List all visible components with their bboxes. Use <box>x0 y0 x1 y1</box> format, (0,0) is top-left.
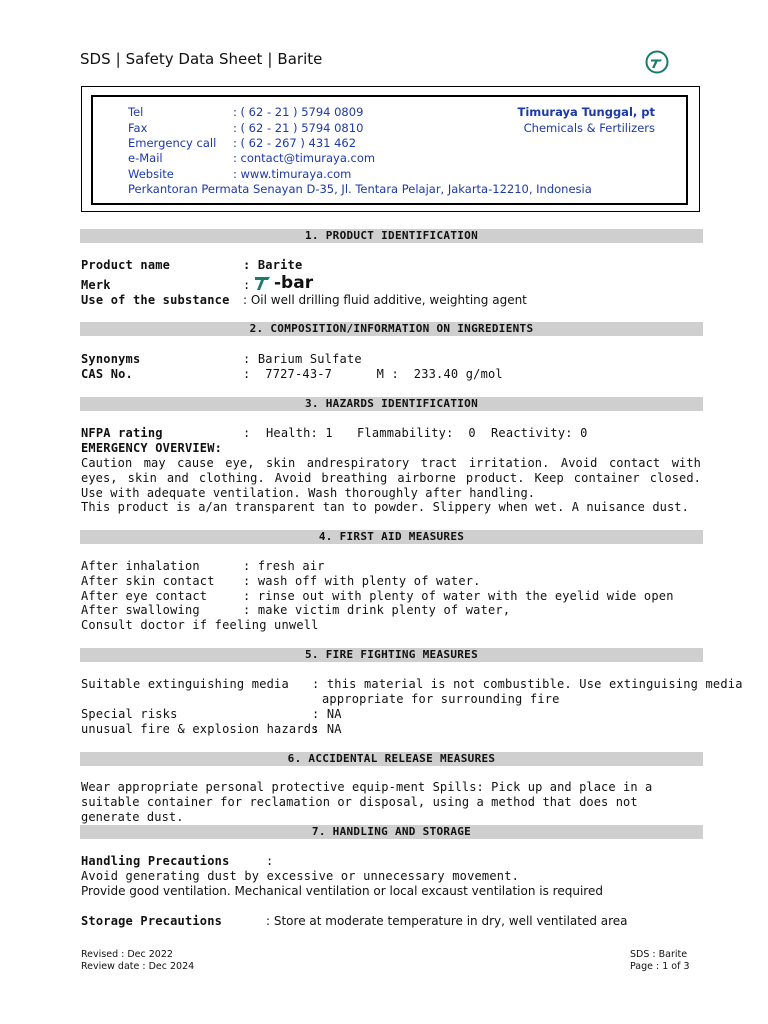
first-aid-row-eye <box>81 589 674 604</box>
field-label: After skin contact <box>81 574 215 588</box>
field-label: After swallowing <box>81 603 200 617</box>
contact-label: Fax <box>128 121 148 135</box>
special-risks-row <box>81 707 342 722</box>
company-name: Timuraya Tunggal, pt <box>517 105 655 119</box>
field-colon: : <box>243 278 251 292</box>
field-value: : NA <box>312 722 342 736</box>
field-value: : Barite <box>243 258 303 272</box>
handling-line-ventilation: Provide good ventilation. Mechanical ventilation or local excaust ventilation is required <box>81 884 603 898</box>
handling-precautions-row <box>81 854 274 869</box>
field-label: Synonyms <box>81 352 141 366</box>
first-aid-note: Consult doctor if feeling unwell <box>81 618 319 632</box>
contact-value: : contact@timuraya.com <box>233 151 376 165</box>
title-part-sds: SDS <box>80 50 111 68</box>
field-label: Special risks <box>81 707 178 721</box>
field-value: : Barium Sulfate <box>243 352 362 366</box>
synonyms-row <box>81 352 362 367</box>
field-label: Suitable extinguishing media <box>81 677 289 691</box>
unusual-hazards-row <box>81 722 342 737</box>
contact-row-emergency <box>128 136 356 151</box>
footer-sds-name: SDS : Barite <box>630 949 688 960</box>
field-label: Storage Precautions <box>81 914 223 928</box>
field-label: Use of the substance <box>81 293 230 307</box>
tbar-t-mark-icon <box>254 275 272 291</box>
emergency-overview-label: EMERGENCY OVERVIEW: <box>81 441 223 455</box>
product-name-row <box>81 258 303 273</box>
field-label: NFPA rating <box>81 426 163 440</box>
tbar-logo-text: -bar <box>274 273 314 293</box>
title-part-sheet: Safety Data Sheet <box>125 50 263 68</box>
nfpa-health: Health: 1 <box>266 426 333 440</box>
contact-label: Tel <box>128 105 144 119</box>
title-separator: | <box>267 50 273 68</box>
field-colon: : <box>243 426 251 440</box>
field-colon: : <box>266 854 274 868</box>
company-tagline: Chemicals & Fertilizers <box>523 121 655 135</box>
extinguishing-media-row <box>81 677 743 692</box>
field-label: Product name <box>81 258 171 272</box>
field-value: : make victim drink plenty of water, <box>243 603 511 617</box>
footer-page-info <box>630 949 696 973</box>
timuraya-t-logo-icon <box>645 50 669 74</box>
footer-revision-info <box>81 949 194 973</box>
extinguishing-media-continuation: appropriate for surrounding fire <box>322 692 560 706</box>
contact-label: Website <box>128 167 174 181</box>
field-value: : wash off with plenty of water. <box>243 574 481 588</box>
field-label: CAS No. <box>81 367 133 381</box>
contact-row-tel <box>128 105 363 120</box>
field-label: Handling Precautions <box>81 854 230 868</box>
use-of-substance-row <box>81 293 527 308</box>
company-address: Perkantoran Permata Senayan D-35, Jl. Tentara Pelajar, Jakarta-12210, Indonesia <box>128 182 592 196</box>
footer-review-date: Review date : Dec 2024 <box>81 961 195 972</box>
storage-precautions-row <box>81 914 628 929</box>
field-label: unusual fire & explosion hazards <box>81 722 319 736</box>
field-value: : this material is not combustible. Use extinguising media <box>312 677 743 691</box>
field-label: After inhalation <box>81 559 200 573</box>
field-value: : fresh air <box>243 559 325 573</box>
field-value: : NA <box>312 707 342 721</box>
contact-row-email <box>128 151 375 166</box>
contact-label: e-Mail <box>128 151 163 165</box>
footer-page-number: Page : 1 of 3 <box>630 961 690 972</box>
section-header-hazards: 3. HAZARDS IDENTIFICATION <box>80 397 703 411</box>
merk-row <box>81 278 251 293</box>
nfpa-flammability: Flammability: 0 <box>357 426 476 440</box>
title-separator: | <box>115 50 121 68</box>
first-aid-row-inhalation <box>81 559 325 574</box>
field-value: : 7727-43-7 M : 233.40 g/mol <box>243 367 503 381</box>
field-label: Merk <box>81 278 111 292</box>
contact-row-fax <box>128 121 363 136</box>
contact-row-website <box>128 167 351 182</box>
first-aid-row-swallowing <box>81 603 511 618</box>
product-description-note: This product is a/an transparent tan to powder. Slippery when wet. A nuisance dust. <box>81 500 689 514</box>
contact-label: Emergency call <box>128 136 217 150</box>
contact-value: : www.timuraya.com <box>233 167 352 181</box>
section-header-product-identification: 1. PRODUCT IDENTIFICATION <box>80 229 703 243</box>
section-header-accidental-release: 6. ACCIDENTAL RELEASE MEASURES <box>80 752 703 766</box>
contact-value: : ( 62 - 21 ) 5794 0810 <box>233 121 364 135</box>
title-part-product: Barite <box>277 50 323 68</box>
field-label: After eye contact <box>81 589 208 603</box>
field-value: : rinse out with plenty of water with the eyelid wide open <box>243 589 674 603</box>
field-value: : Oil well drilling fluid additive, weighting agent <box>243 293 527 307</box>
first-aid-row-skin <box>81 574 481 589</box>
field-value: : Store at moderate temperature in dry, well ventilated area <box>266 914 628 928</box>
nfpa-reactivity: Reactivity: 0 <box>491 426 588 440</box>
contact-value: : ( 62 - 267 ) 431 462 <box>233 136 357 150</box>
section-header-composition: 2. COMPOSITION/INFORMATION ON INGREDIENTS <box>80 322 703 336</box>
cas-row <box>81 367 503 382</box>
section-header-fire-fighting: 5. FIRE FIGHTING MEASURES <box>80 648 703 662</box>
section-header-handling-storage: 7. HANDLING AND STORAGE <box>80 825 703 839</box>
footer-revised: Revised : Dec 2022 <box>81 949 173 960</box>
section-header-first-aid: 4. FIRST AID MEASURES <box>80 530 703 544</box>
emergency-overview-text: Caution may cause eye, skin andrespiratory tract irritation. Avoid contact with eyes, skin and clothing. Avoid breathing airborne product. Keep container closed. Use with adequate ventilation. Wash thoroughly after handling. <box>81 456 701 500</box>
document-title <box>80 50 640 68</box>
accidental-release-text: Wear appropriate personal protective equip-ment Spills: Pick up and place in a suitable container for reclamation or disposal, using a method that does not generate dust. <box>81 780 653 824</box>
contact-value: : ( 62 - 21 ) 5794 0809 <box>233 105 364 119</box>
handling-line-dust: Avoid generating dust by excessive or unnecessary movement. <box>81 869 520 883</box>
